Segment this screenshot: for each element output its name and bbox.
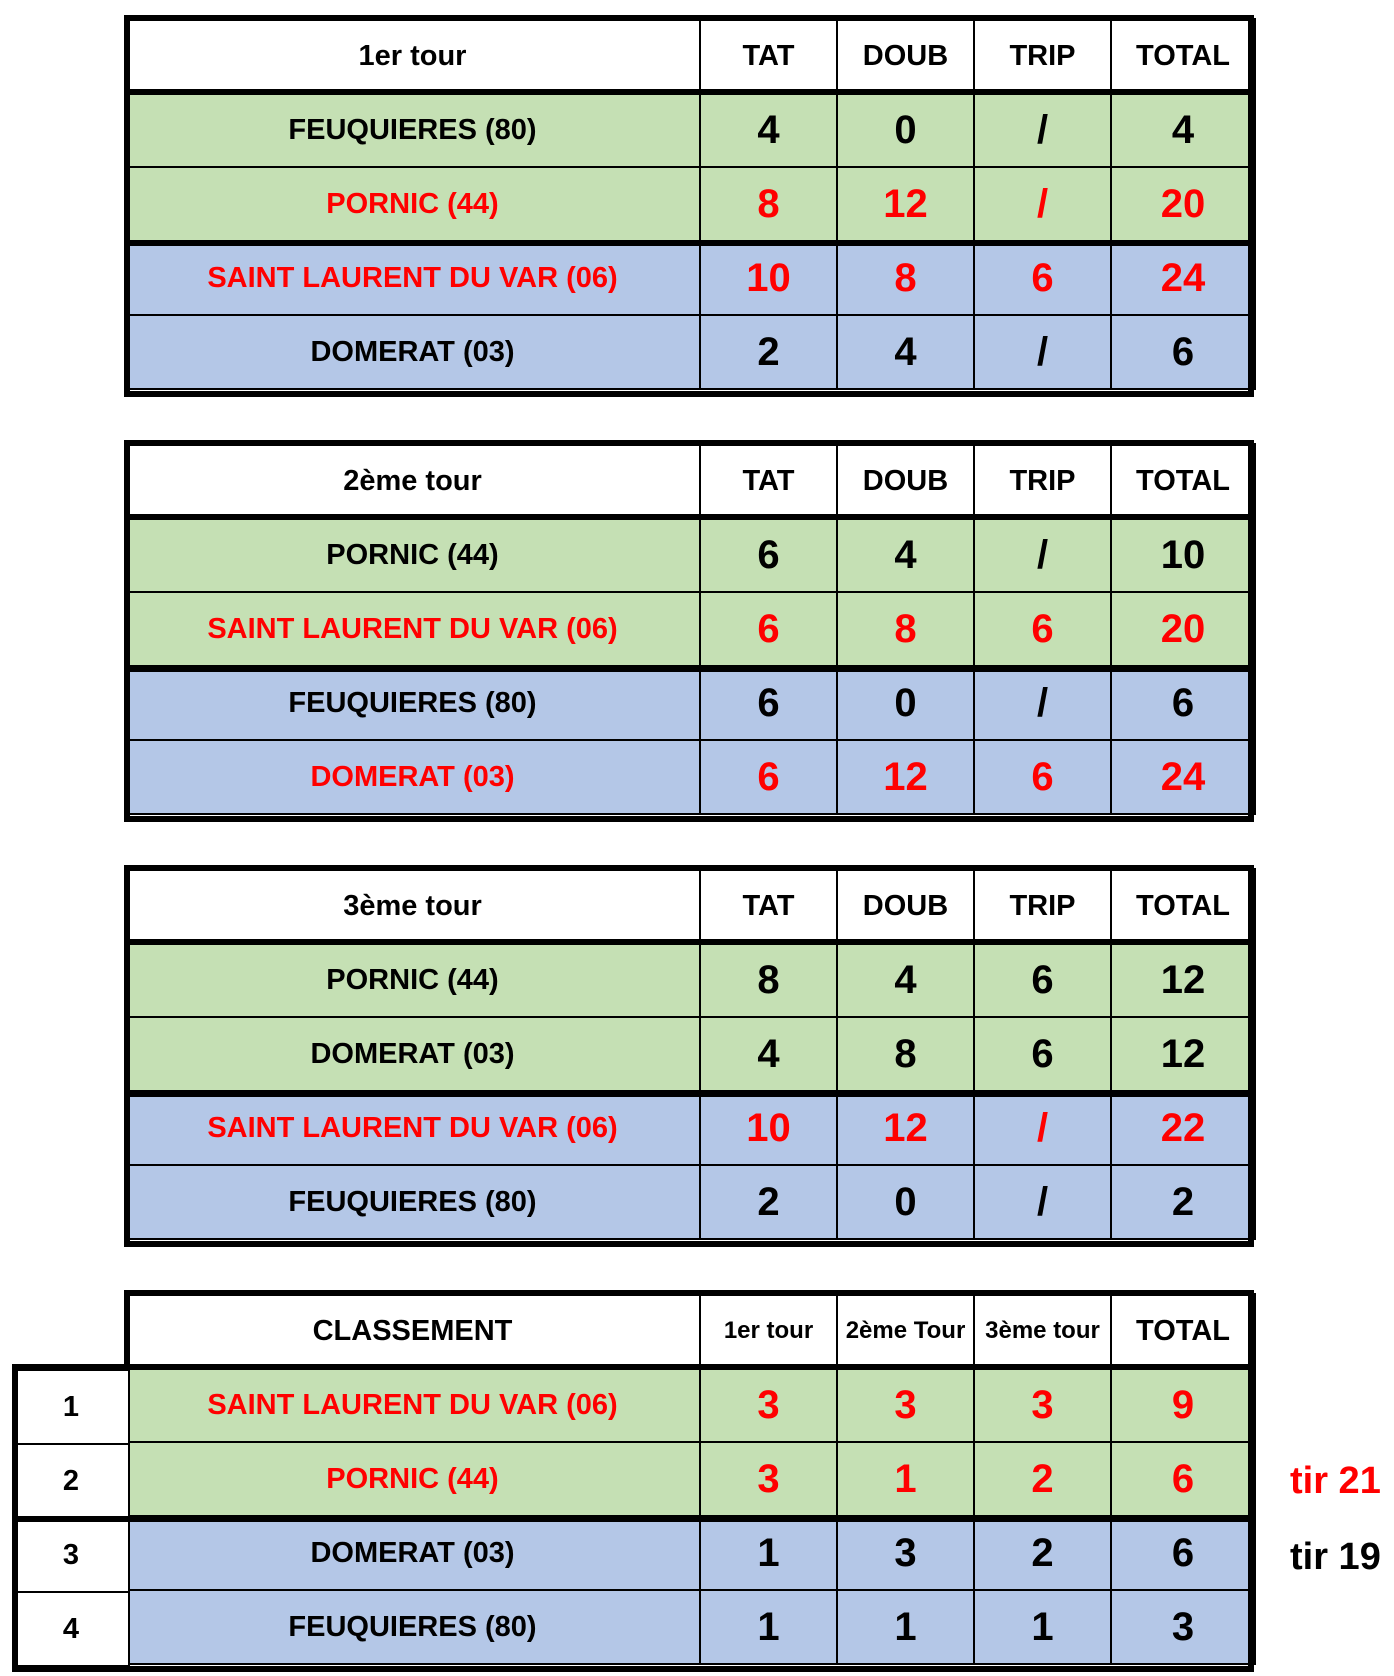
tour2-header-row [125, 444, 1255, 518]
doub-value: 4 [837, 315, 974, 389]
doub-value: 8 [837, 241, 974, 315]
team-name: FEUQUIERES (80) [125, 666, 700, 740]
tour2-points: 3 [837, 1368, 974, 1442]
classement-table [124, 1293, 1256, 1665]
tour3-points: 3 [974, 1368, 1111, 1442]
trip-value: 6 [974, 740, 1111, 814]
doub-value: 12 [837, 1091, 974, 1165]
doub-value: 4 [837, 943, 974, 1017]
tour1-points: 1 [700, 1516, 837, 1590]
tat-value: 8 [700, 167, 837, 241]
doub-value: 8 [837, 1017, 974, 1091]
trip-value: 6 [974, 241, 1111, 315]
total-points: 6 [1111, 1516, 1255, 1590]
tour2-points: 1 [837, 1590, 974, 1664]
trip-value: 6 [974, 592, 1111, 666]
tour3-points: 1 [974, 1590, 1111, 1664]
table-row [125, 93, 1255, 167]
table-row [125, 518, 1255, 592]
tour3-col-trip: TRIP [974, 869, 1111, 943]
tour3-col-doub: DOUB [837, 869, 974, 943]
tour2-col-trip: TRIP [974, 444, 1111, 518]
tour3-col-tat: TAT [700, 869, 837, 943]
doub-value: 12 [837, 740, 974, 814]
table-row [125, 740, 1255, 814]
trip-value: / [974, 518, 1111, 592]
tour1-header-row [125, 19, 1255, 93]
tour1-col-doub: DOUB [837, 19, 974, 93]
team-name: FEUQUIERES (80) [125, 1165, 700, 1239]
rank-number: 4 [13, 1592, 129, 1666]
team-name: DOMERAT (03) [125, 1516, 700, 1590]
classement-col-total: TOTAL [1111, 1294, 1255, 1368]
tour1-group-divider [124, 240, 1254, 246]
tat-value: 10 [700, 241, 837, 315]
trip-value: / [974, 315, 1111, 389]
team-name: PORNIC (44) [125, 167, 700, 241]
table-row [125, 1017, 1255, 1091]
team-name: SAINT LAURENT DU VAR (06) [125, 241, 700, 315]
trip-value: 6 [974, 943, 1111, 1017]
team-name: SAINT LAURENT DU VAR (06) [125, 1091, 700, 1165]
tat-value: 6 [700, 666, 837, 740]
classement-header-divider [124, 1364, 1254, 1370]
classement-header-row [125, 1294, 1255, 1368]
rank-number: 2 [13, 1444, 129, 1518]
total-value: 4 [1111, 93, 1255, 167]
tat-value: 4 [700, 93, 837, 167]
trip-value: / [974, 93, 1111, 167]
tat-value: 4 [700, 1017, 837, 1091]
tour2-points: 1 [837, 1442, 974, 1516]
team-name: DOMERAT (03) [125, 1017, 700, 1091]
table-row [125, 666, 1255, 740]
tour1-points: 3 [700, 1368, 837, 1442]
team-name: PORNIC (44) [125, 1442, 700, 1516]
tat-value: 2 [700, 1165, 837, 1239]
tour1-title: 1er tour [125, 19, 700, 93]
team-name: PORNIC (44) [125, 518, 700, 592]
total-value: 6 [1111, 666, 1255, 740]
team-name: DOMERAT (03) [125, 740, 700, 814]
tat-value: 6 [700, 592, 837, 666]
rank-group-divider [12, 1516, 130, 1522]
tour1-table [124, 18, 1256, 390]
tour2-points: 3 [837, 1516, 974, 1590]
total-points: 3 [1111, 1590, 1255, 1664]
table-row [125, 1368, 1255, 1442]
tour3-points: 2 [974, 1516, 1111, 1590]
pornic-tiebreak-note: tir 21 [1290, 1460, 1381, 1502]
tour1-header-divider [124, 89, 1254, 95]
doub-value: 12 [837, 167, 974, 241]
tour2-col-total: TOTAL [1111, 444, 1255, 518]
trip-value: / [974, 167, 1111, 241]
team-name: SAINT LAURENT DU VAR (06) [125, 592, 700, 666]
tour1-points: 3 [700, 1442, 837, 1516]
trip-value: / [974, 1165, 1111, 1239]
total-value: 2 [1111, 1165, 1255, 1239]
tat-value: 2 [700, 315, 837, 389]
doub-value: 8 [837, 592, 974, 666]
table-row [125, 1091, 1255, 1165]
total-value: 24 [1111, 241, 1255, 315]
team-name: FEUQUIERES (80) [125, 1590, 700, 1664]
doub-value: 0 [837, 1165, 974, 1239]
trip-value: / [974, 666, 1111, 740]
tour3-title: 3ème tour [125, 869, 700, 943]
classement-col-tour3: 3ème tour [974, 1294, 1111, 1368]
tour3-col-total: TOTAL [1111, 869, 1255, 943]
rank-number: 3 [13, 1518, 129, 1592]
table-row [125, 315, 1255, 389]
total-value: 20 [1111, 592, 1255, 666]
total-value: 6 [1111, 315, 1255, 389]
tour3-group-divider [124, 1091, 1254, 1097]
table-row [125, 943, 1255, 1017]
team-name: DOMERAT (03) [125, 315, 700, 389]
trip-value: / [974, 1091, 1111, 1165]
tour1-col-tat: TAT [700, 19, 837, 93]
tour1-col-total: TOTAL [1111, 19, 1255, 93]
classement-col-tour2: 2ème Tour [837, 1294, 974, 1368]
table-row [125, 167, 1255, 241]
table-row [125, 592, 1255, 666]
total-points: 9 [1111, 1368, 1255, 1442]
tat-value: 6 [700, 740, 837, 814]
table-row [125, 241, 1255, 315]
total-value: 12 [1111, 943, 1255, 1017]
table-row [125, 1516, 1255, 1590]
tour2-group-divider [124, 666, 1254, 672]
tour2-col-tat: TAT [700, 444, 837, 518]
total-value: 22 [1111, 1091, 1255, 1165]
doub-value: 4 [837, 518, 974, 592]
trip-value: 6 [974, 1017, 1111, 1091]
total-value: 10 [1111, 518, 1255, 592]
tour1-col-trip: TRIP [974, 19, 1111, 93]
tour2-col-doub: DOUB [837, 444, 974, 518]
table-row [125, 1590, 1255, 1664]
rank-number: 1 [13, 1370, 129, 1444]
total-value: 24 [1111, 740, 1255, 814]
tour2-header-divider [124, 514, 1254, 520]
table-row [125, 1442, 1255, 1516]
team-name: FEUQUIERES (80) [125, 93, 700, 167]
classement-col-tour1: 1er tour [700, 1294, 837, 1368]
domerat-tiebreak-note: tir 19 [1290, 1536, 1381, 1578]
tour2-title: 2ème tour [125, 444, 700, 518]
doub-value: 0 [837, 666, 974, 740]
tour3-points: 2 [974, 1442, 1111, 1516]
total-points: 6 [1111, 1442, 1255, 1516]
classement-group-divider [124, 1516, 1254, 1522]
total-value: 20 [1111, 167, 1255, 241]
tat-value: 6 [700, 518, 837, 592]
tat-value: 8 [700, 943, 837, 1017]
team-name: SAINT LAURENT DU VAR (06) [125, 1368, 700, 1442]
tat-value: 10 [700, 1091, 837, 1165]
table-row [125, 1165, 1255, 1239]
total-value: 12 [1111, 1017, 1255, 1091]
tour1-points: 1 [700, 1590, 837, 1664]
doub-value: 0 [837, 93, 974, 167]
team-name: PORNIC (44) [125, 943, 700, 1017]
tour3-header-divider [124, 939, 1254, 945]
classement-title: CLASSEMENT [125, 1294, 700, 1368]
tour3-table [124, 868, 1256, 1240]
tour2-table [124, 443, 1256, 815]
tour3-header-row [125, 869, 1255, 943]
